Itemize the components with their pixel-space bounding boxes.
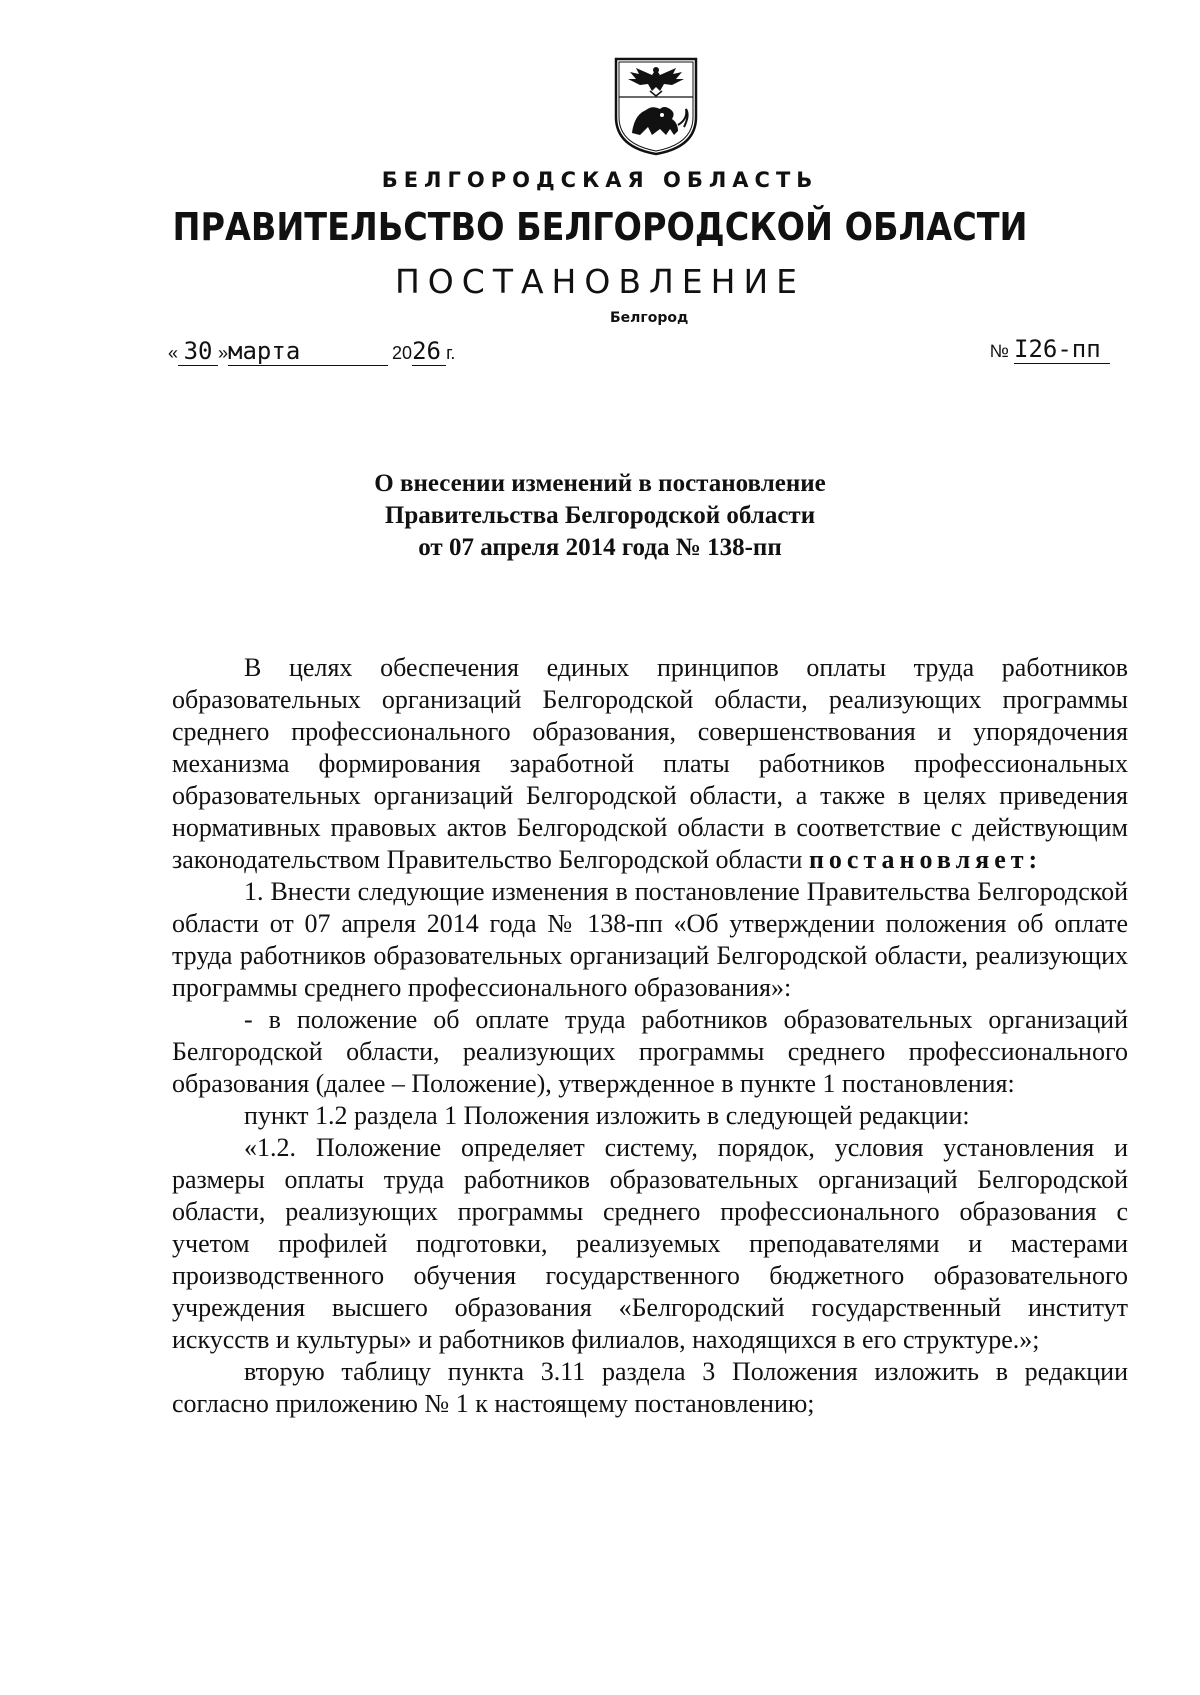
- number-value: I26-пп: [1014, 335, 1110, 364]
- document-date: [168, 337, 455, 366]
- document-title: [0, 468, 1200, 564]
- document-body: [172, 652, 1128, 1420]
- document-number: [990, 335, 1110, 364]
- date-day: 30: [178, 337, 218, 366]
- date-open-quote: «: [168, 343, 179, 363]
- body-paragraph-2: - в положение об оплате труда работников образовательных организаций Белгородской области, реализующих программы среднего профессионального образования (далее – Положение), утвержденное в пункте 1 постановления:: [172, 1005, 1128, 1098]
- number-prefix: №: [989, 341, 1009, 361]
- body-intro-text: В целях обеспечения единых принципов оплаты труда работников образовательных организаций Белгородской области, реализующих программы среднего профессионального образования, совершенствования и упорядочения механизма формирования заработной платы работников профессиональных образовательных организаций Белгородской области, а также в целях приведения нормативных правовых актов Белгородской области в соответствие с действующим законодательством Правительство Белгородской области: [172, 653, 1128, 874]
- body-intro-paragraph: [172, 652, 1128, 876]
- region-heading: БЕЛГОРОДСКАЯ ОБЛАСТЬ: [381, 168, 819, 192]
- title-line-3: от 07 апреля 2014 года № 138-пп: [418, 534, 782, 561]
- body-paragraph-3: пункт 1.2 раздела 1 Положения изложить в следующей редакции:: [244, 1101, 970, 1130]
- body-paragraph-5: вторую таблицу пункта 3.11 раздела 3 Положения изложить в редакции согласно приложению № 1 к настоящему постановлению;: [172, 1357, 1128, 1418]
- government-heading: ПРАВИТЕЛЬСТВО БЕЛГОРОДСКОЙ ОБЛАСТИ: [172, 205, 1028, 249]
- body-paragraph-1: 1. Внести следующие изменения в постановление Правительства Белгородской области от 07 апреля 2014 года № 138-пп «Об утверждении положения об оплате труда работников образовательных организаций Белгородской области, реализующих программы среднего профессионального образования»:: [172, 877, 1128, 1002]
- date-year-suffix: 26: [412, 337, 446, 366]
- body-paragraph-4: «1.2. Положение определяет систему, порядок, условия установления и размеры оплаты труда работников образовательных организаций Белгородской области, реализующих программы среднего профессионального образования с учетом профилей подготовки, реализуемых преподавателями и мастерами производственного обучения государственного бюджетного образовательного учреждения высшего образования «Белгородский государственный институт искусств и культуры» и работников филиалов, находящихся в его структуре.»;: [172, 1133, 1128, 1354]
- decrees-keyword: постановляет:: [808, 845, 1043, 874]
- title-line-2: Правительства Белгородской области: [384, 502, 816, 529]
- city-label: Белгород: [610, 310, 689, 326]
- title-line-1: О внесении изменений в постановление: [374, 470, 826, 497]
- document-type-heading: ПОСТАНОВЛЕНИЕ: [394, 262, 805, 301]
- date-year-prefix: 20: [392, 343, 413, 363]
- date-close-quote: »: [218, 343, 229, 363]
- coat-of-arms-icon: [612, 55, 700, 157]
- date-month: марта: [228, 337, 388, 366]
- date-year-mark: г.: [446, 343, 456, 363]
